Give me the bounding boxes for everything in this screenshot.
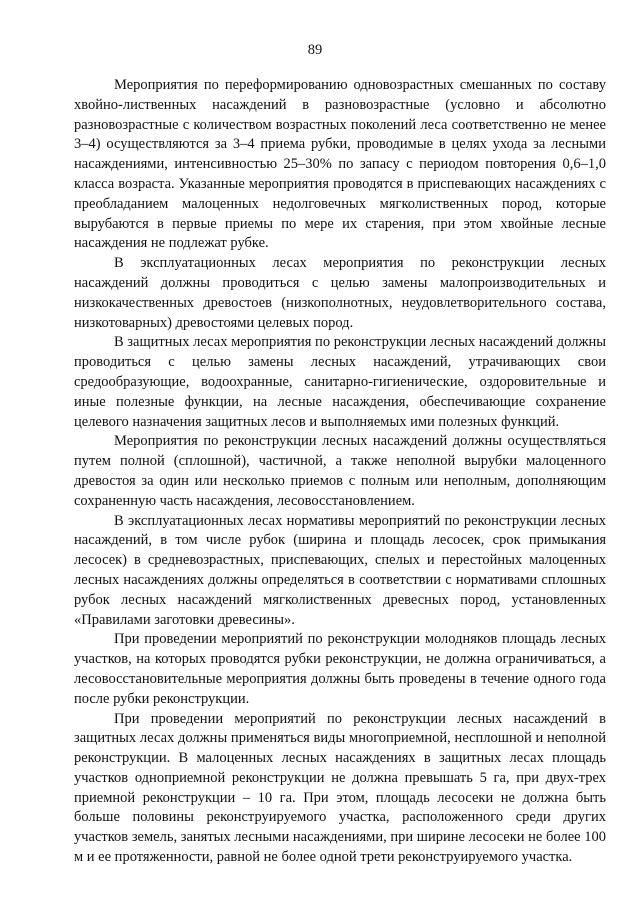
paragraph-3: В защитных лесах мероприятия по реконструкции лесных насаждений должны проводиться с целью замены лесных насаждений, утрачивающих свои средообразующие, водоохранные, санитарно-гигиенические, оздоровительные и иные полезные функции, на лесные насаждения, обеспечивающие сохранение целевого назначения защитных лесов и выполняемых ими полезных функций.: [74, 334, 606, 430]
page-number: 89: [307, 42, 323, 58]
paragraph-7: При проведении мероприятий по реконструкции лесных насаждений в защитных лесах должны применяться виды многоприемной, несплошной и неполной реконструкции. В малоценных лесных насаждениях в защитных лесах площадь участков одноприемной реконструкции не должна превышать 5 га, при двух-трех приемной реконструкции – 10 га. При этом, площадь лесосеки не должна быть больше половины реконструируемого участка, расположенного среди других участков земель, занятых лесными насаждениями, при ширине лесосеки не более 100 м и ее протяженности, равной не более одной трети реконструируемого участка.: [74, 710, 606, 866]
text-body: [74, 76, 606, 868]
paragraph-6: При проведении мероприятий по реконструкции молодняков площадь лесных участков, на которых проводятся рубки реконструкции, не должна ограничиваться, а лесовосстановительные мероприятия должны быть проведены в течение одного года после рубки реконструкции.: [74, 631, 606, 707]
paragraph-5: В эксплуатационных лесах нормативы мероприятий по реконструкции лесных насаждений, в том числе рубок (ширина и площадь лесосек, срок примыкания лесосек) в средневозрастных, приспевающих, спелых и перестойных малоценных лесных насаждениях должны определяться в соответствии с нормативами сплошных рубок лесных насаждений мягколиственных древесных пород, установленных «Правилами заготовки древесины».: [74, 512, 606, 628]
paragraph-1: Мероприятия по переформированию одновозрастных смешанных по составу хвойно-лиственных насаждений в разновозрастные (условно и абсолютно разновозрастные с количеством возрастных поколений леса соответственно не менее 3–4) осуществляются за 3–4 приема рубки, проводимые в целях ухода за лесными насаждениями, интенсивностью 25–30% по запасу с периодом повторения 0,6–1,0 класса возраста. Указанные мероприятия проводятся в приспевающих насаждениях с преобладанием малоценных недолговечных мягколиственных пород, которые вырубаются в первые приемы по мере их старения, при этом хвойные лесные насаждения не подлежат рубке.: [74, 77, 606, 252]
paragraph-2: В эксплуатационных лесах мероприятия по реконструкции лесных насаждений должны проводиться с целью замены малопроизводительных и низкокачественных древостоев (низкополнотных, неудовлетворительного состава, низкотоварных) древостоями целевых пород.: [74, 255, 606, 331]
paragraph-4: Мероприятия по реконструкции лесных насаждений должны осуществляться путем полной (сплошной), частичной, а также неполной вырубки малоценного древостоя за один или несколько приемов с полным или неполным, дополняющим сохраненную часть насаждения, лесовосстановлением.: [74, 433, 606, 509]
